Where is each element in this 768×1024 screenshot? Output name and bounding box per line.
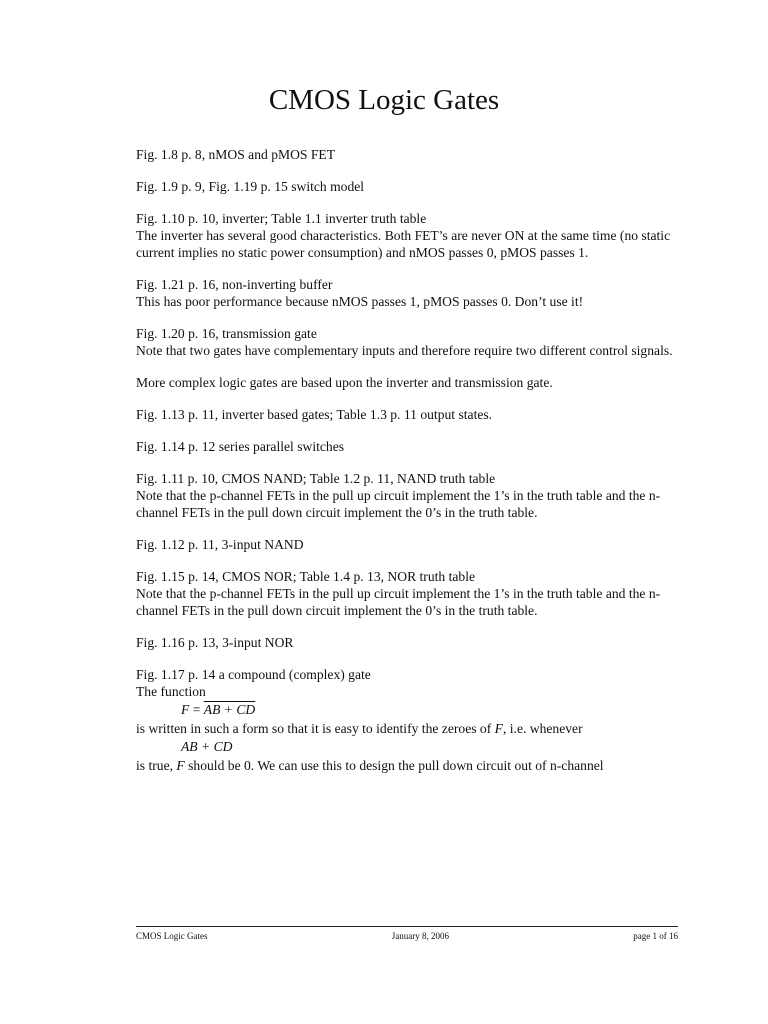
equation-lhs: F — [181, 702, 190, 717]
paragraph-text: The inverter has several good characteristics. Both FET’s are never ON at the same time (no static current implies no static power consumption) and nMOS passes 0, pMOS passes 1. — [136, 228, 671, 260]
figure-reference: Fig. 1.11 p. 10, CMOS NAND; Table 1.2 p. 11, NAND truth table — [136, 471, 496, 486]
page-title: CMOS Logic Gates — [268, 84, 500, 116]
paragraph-text: Note that the p-channel FETs in the pull up circuit implement the 1’s in the truth table and the n-channel FETs in the pull down circuit implement the 0’s in the truth table. — [136, 586, 661, 618]
paragraph-text: More complex logic gates are based upon the inverter and transmission gate. — [136, 375, 553, 390]
footer-date: January 8, 2006 — [391, 931, 449, 941]
paragraph-text: This has poor performance because nMOS passes 1, pMOS passes 0. Don’t use it! — [136, 294, 584, 309]
paragraph-text: is true, F should be 0. We can use this to design the pull down circuit out of n-channel — [136, 758, 604, 773]
figure-reference: Fig. 1.12 p. 11, 3-input NAND — [136, 537, 304, 552]
paragraph-text: Note that the p-channel FETs in the pull up circuit implement the 1’s in the truth table and the n-channel FETs in the pull down circuit implement the 0’s in the truth table. — [136, 488, 661, 520]
equation-rhs-complement: AB + CD — [203, 702, 256, 717]
paragraph-compound-gate — [136, 666, 681, 774]
variable-f: F — [494, 721, 503, 736]
equation-equals: = — [189, 702, 204, 717]
figure-reference: Fig. 1.13 p. 11, inverter based gates; Table 1.3 p. 11 output states. — [136, 407, 493, 422]
figure-reference: Fig. 1.14 p. 12 series parallel switches — [136, 439, 345, 454]
figure-reference: Fig. 1.9 p. 9, Fig. 1.19 p. 15 switch model — [136, 179, 365, 194]
paragraph-switch-model — [136, 178, 681, 195]
paragraph-transmission-gate — [136, 325, 681, 359]
paragraph-complex-gates — [136, 374, 681, 391]
footer-page-number: page 1 of 16 — [633, 931, 678, 941]
figure-reference: Fig. 1.21 p. 16, non-inverting buffer — [136, 277, 333, 292]
document-body — [136, 146, 681, 789]
paragraph-nmos-pmos — [136, 146, 681, 163]
figure-reference: Fig. 1.20 p. 16, transmission gate — [136, 326, 317, 341]
figure-reference: Fig. 1.8 p. 8, nMOS and pMOS FET — [136, 147, 336, 162]
paragraph-inverter — [136, 210, 681, 261]
figure-reference: Fig. 1.16 p. 13, 3-input NOR — [136, 635, 294, 650]
paragraph-3-input-nor — [136, 634, 681, 651]
equation-function — [136, 700, 681, 720]
paragraph-nor — [136, 568, 681, 619]
variable-f: F — [176, 758, 185, 773]
paragraph-series-parallel — [136, 438, 681, 455]
paragraph-text: is written in such a form so that it is easy to identify the zeroes of F, i.e. whenever — [136, 721, 583, 736]
paragraph-inverter-based — [136, 406, 681, 423]
paragraph-buffer — [136, 276, 681, 310]
figure-reference: Fig. 1.10 p. 10, inverter; Table 1.1 inverter truth table — [136, 211, 427, 226]
paragraph-3-input-nand — [136, 536, 681, 553]
page-footer — [136, 926, 678, 941]
paragraph-text: The function — [136, 684, 206, 699]
paragraph-text: Note that two gates have complementary inputs and therefore require two different control signals. — [136, 343, 673, 358]
paragraph-nand — [136, 470, 681, 521]
figure-reference: Fig. 1.17 p. 14 a compound (complex) gate — [136, 667, 371, 682]
figure-reference: Fig. 1.15 p. 14, CMOS NOR; Table 1.4 p. 13, NOR truth table — [136, 569, 476, 584]
footer-title: CMOS Logic Gates — [136, 931, 208, 941]
equation-condition: AB + CD — [181, 739, 233, 754]
